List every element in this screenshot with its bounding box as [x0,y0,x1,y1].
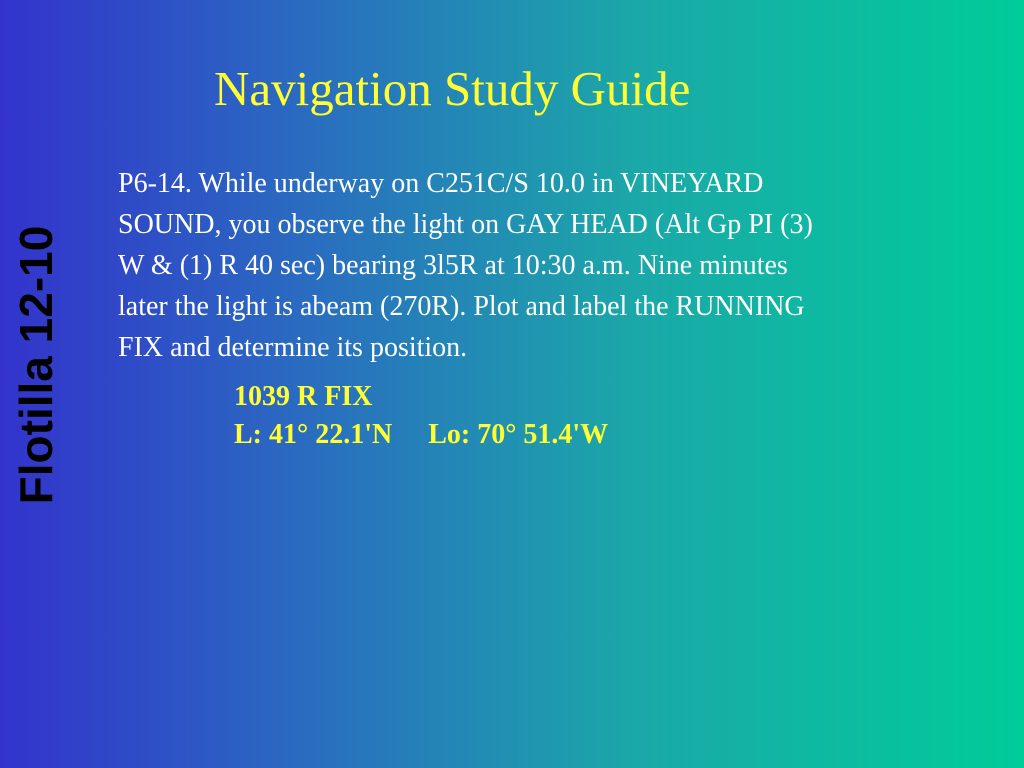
question-line: W & (1) R 40 sec) bearing 3l5R at 10:30 a.m. Nine minutes [118,250,788,281]
question-line: later the light is abeam (270R). Plot and label the RUNNING [118,291,805,322]
fix-label: 1039 R FIX [234,381,373,412]
question-text [118,163,978,368]
slide-title: Navigation Study Guide [214,61,691,116]
position-row [234,416,608,454]
question-line: FIX and determine its position. [118,332,468,363]
longitude-value: Lo: 70° 51.4'W [428,419,609,450]
latitude-value: L: 41° 22.1'N [234,419,393,450]
answer-block [234,378,608,454]
question-line: SOUND, you observe the light on GAY HEAD (Alt Gp PI (3) [118,209,813,240]
question-line: P6-14. While underway on C251C/S 10.0 in VINEYARD [118,168,764,199]
flotilla-side-label: Flotilla 12-10 [10,225,62,505]
